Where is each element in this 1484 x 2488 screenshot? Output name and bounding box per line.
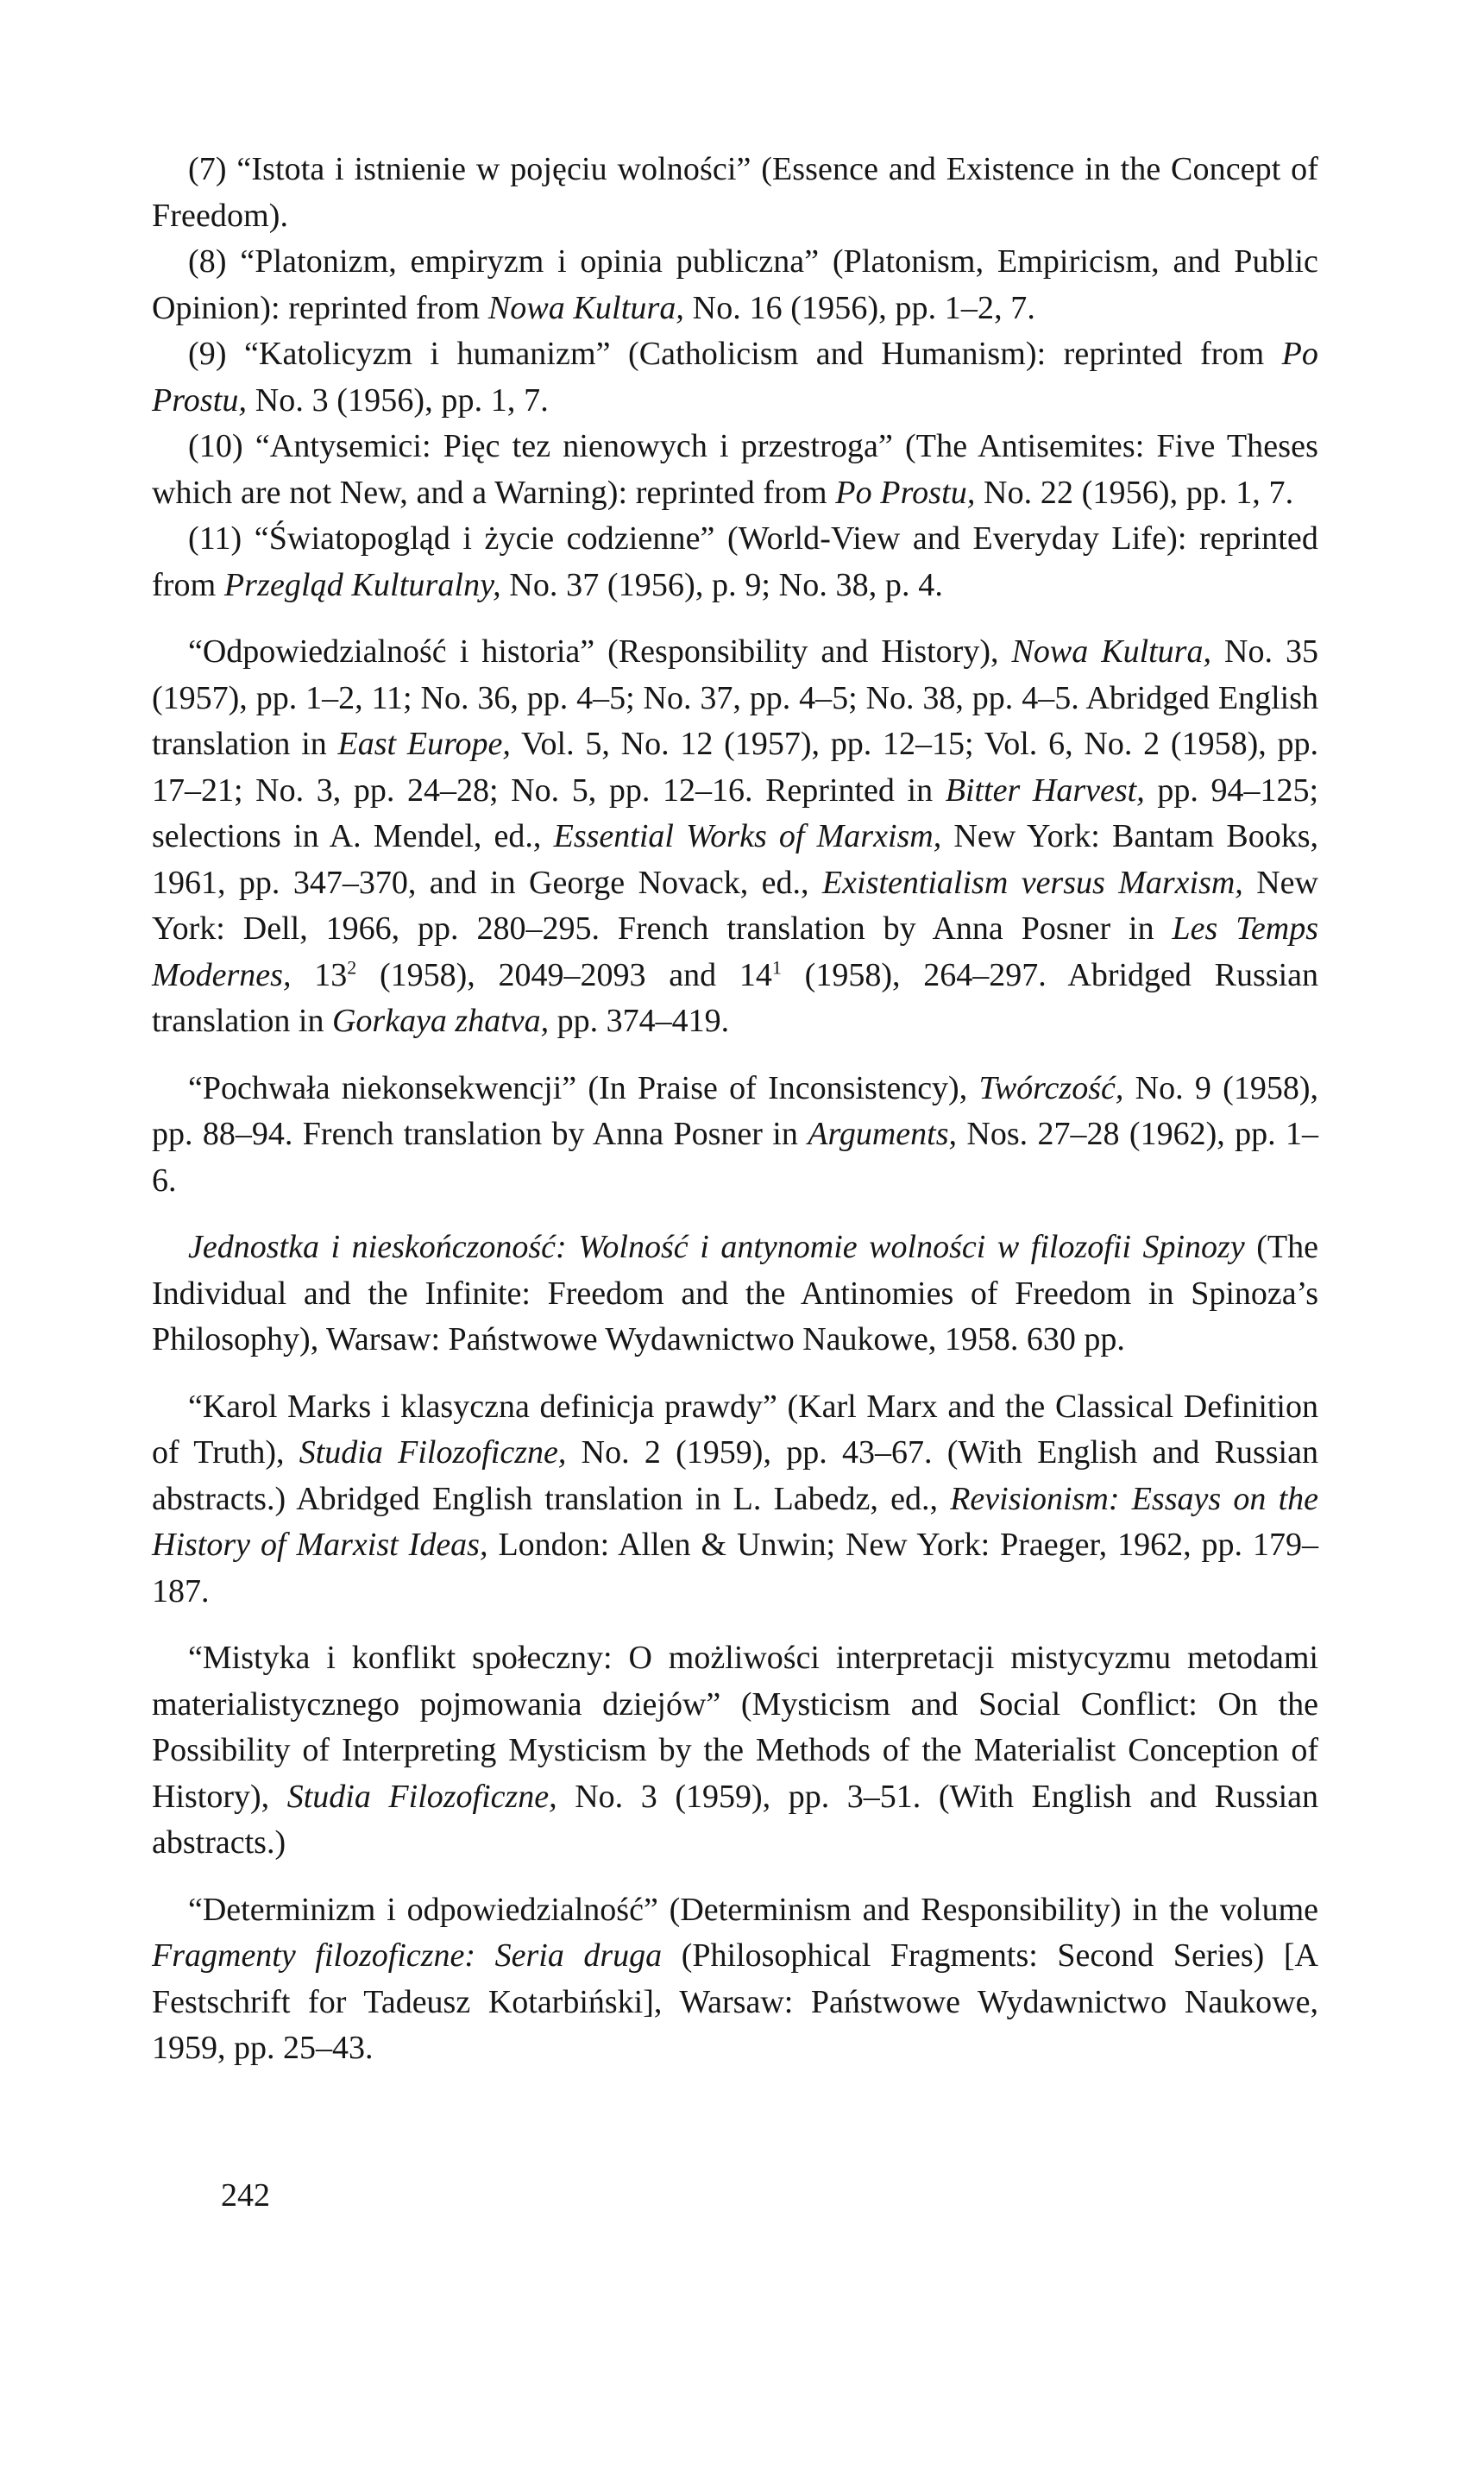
- page-number: 242: [221, 2177, 270, 2214]
- bibliography-page: [152, 147, 1318, 2093]
- item-11: (11) “Światopogląd i życie codzienne” (World-View and Everyday Life): reprinted from Przegląd Kulturalny, No. 37 (1956), p. 9; No. 38, p. 4.: [152, 520, 1318, 603]
- entry-individual-and-infinite: Jednostka i nieskończoność: Wolność i antynomie wolności w filozofii Spinozy (The Individual and the Infinite: Freedom and the Antinomies of Freedom in Spinoza’s Philosophy), Warsaw: Państwowe Wydawnictwo Naukowe, 1958. 630 pp.: [152, 1229, 1319, 1357]
- entry-karl-marx-truth: “Karol Marks i klasyczna definicja prawdy” (Karl Marx and the Classical Definition of Truth), Studia Filozoficzne, No. 2 (1959), pp. 43–67. (With English and Russian abstracts.) Abridged English translation in L. Labedz, ed., Revisionism: Essays on the History of Marxist Ideas, London: Allen & Unwin; New York: Praeger, 1962, pp. 179–187.: [152, 1388, 1319, 1609]
- entry-mysticism-social-conflict: “Mistyka i konflikt społeczny: O możliwości interpretacji mistycyzmu metodami materialistycznego pojmowania dziejów” (Mysticism and Social Conflict: On the Possibility of Interpreting Mysticism by the Methods of the Materialist Conception of History), Studia Filozoficzne, No. 3 (1959), pp. 3–51. (With English and Russian abstracts.): [152, 1640, 1318, 1861]
- entry-praise-of-inconsistency: “Pochwała niekonsekwencji” (In Praise of Inconsistency), Twórczość, No. 9 (1958), pp. 88–94. French translation by Anna Posner in Arguments, Nos. 27–28 (1962), pp. 1–6.: [152, 1069, 1319, 1199]
- item-9: (9) “Katolicyzm i humanizm” (Catholicism and Humanism): reprinted from Po Prostu, No. 3 (1956), pp. 1, 7.: [152, 336, 1318, 419]
- entry-responsibility-and-history: “Odpowiedzialność i historia” (Responsibility and History), Nowa Kultura, No. 35 (1957), pp. 1–2, 11; No. 36, pp. 4–5; No. 37, pp. 4–5; No. 38, pp. 4–5. Abridged English translation in East Europe, Vol. 5, No. 12 (1957), pp. 12–15; Vol. 6, No. 2 (1958), pp. 17–21; No. 3, pp. 24–28; No. 5, pp. 12–16. Reprinted in Bitter Harvest, pp. 94–125; selections in A. Mendel, ed., Essential Works of Marxism, New York: Bantam Books, 1961, pp. 347–370, and in George Novack, ed., Existentialism versus Marxism, New York: Dell, 1966, pp. 280–295. French translation by Anna Posner in Les Temps Modernes, $13^2$ (1958), 2049–2093 and $14^1$ (1958), 264–297. Abridged Russian translation in Gorkaya zhatva, pp. 374–419.: [152, 633, 1319, 1039]
- item-8: (8) “Platonizm, empiryzm i opinia publiczna” (Platonism, Empiricism, and Public Opinion): reprinted from Nowa Kultura, No. 16 (1956), pp. 1–2, 7.: [152, 243, 1318, 326]
- numbered-items: [152, 147, 1318, 608]
- item-7: (7) “Istota i istnienie w pojęciu wolności” (Essence and Existence in the Concept of Freedom).: [152, 151, 1318, 234]
- item-10: (10) “Antysemici: Pięc tez nienowych i przestroga” (The Antisemites: Five Theses which are not New, and a Warning): reprinted from Po Prostu, No. 22 (1956), pp. 1, 7.: [152, 428, 1318, 511]
- entry-determinism-responsibility: “Determinizm i odpowiedzialność” (Determinism and Responsibility) in the volume Fragmenty filozoficzne: Seria druga (Philosophical Fragments: Second Series) [A Festschrift for Tadeusz Kotarbiński], Warsaw: Państwowe Wydawnictwo Naukowe, 1959, pp. 25–43.: [152, 1891, 1318, 2066]
